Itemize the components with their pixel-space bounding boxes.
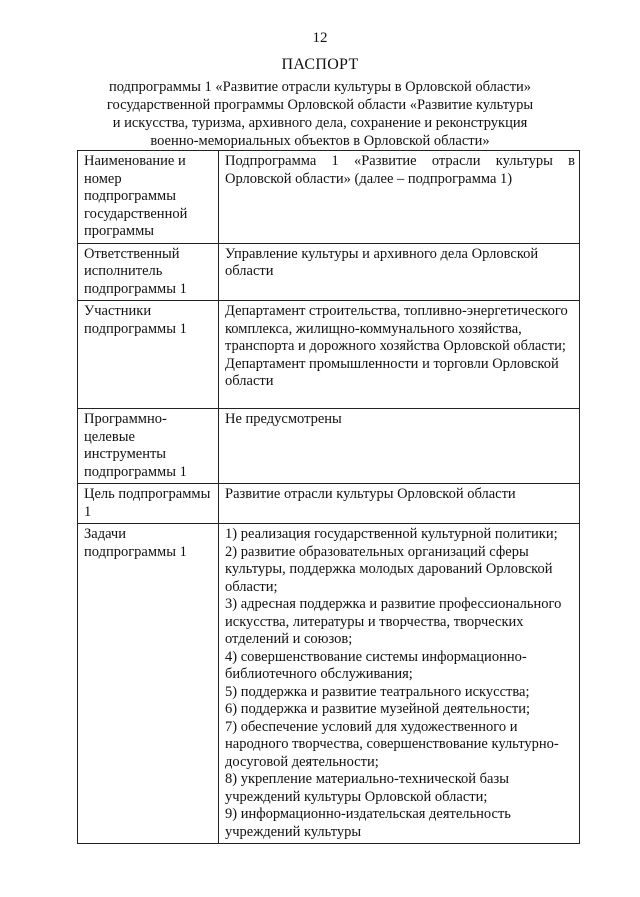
table-row [78, 301, 580, 409]
document-title: ПАСПОРТ [281, 56, 359, 73]
cell-line: Департамент строительства, топливно-энергетического комплекса, жилищно-коммунального хозяйства, транспорта и дорожного хозяйства Орловской области; [225, 303, 568, 354]
subtitle-line: и искусства, туризма, архивного дела, сохранение и реконструкция [112, 115, 528, 131]
table-row [78, 151, 580, 244]
row-value-tasks [219, 524, 580, 844]
row-value-instruments: Не предусмотрены [219, 409, 580, 484]
cell-line: Департамент промышленности и торговли Орловской области [225, 355, 559, 389]
table-row [78, 243, 580, 301]
row-label-tasks: Задачи подпрограммы 1 [78, 524, 219, 844]
row-label-executor: Ответственный исполнитель подпрограммы 1 [78, 243, 219, 301]
task-item: 9) информационно-издательская деятельность учреждений культуры [225, 806, 511, 840]
row-value-participants [219, 301, 580, 409]
task-item: 7) обеспечение условий для художественного и народного творчества, совершенствование культурно-досуговой деятельности; [225, 718, 559, 770]
table-row [78, 409, 580, 484]
row-value-name [219, 151, 580, 244]
row-value-executor: Управление культуры и архивного дела Орловской области [219, 243, 580, 301]
task-item: 8) укрепление материально-технической базы учреждений культуры Орловской области; [225, 771, 509, 805]
table-row [78, 484, 580, 524]
passport-table [77, 150, 580, 844]
task-item: 4) совершенствование системы информационно-библиотечного обслуживания; [225, 648, 527, 682]
task-item: 5) поддержка и развитие театрального искусства; [225, 683, 530, 700]
page-number: 12 [312, 30, 328, 46]
row-label-participants: Участники подпрограммы 1 [78, 301, 219, 409]
subtitle-line: подпрограммы 1 «Развитие отрасли культуры в Орловской области» [108, 79, 532, 95]
row-label-name: Наименование и номер подпрограммы государственной программы [78, 151, 219, 244]
row-label-instruments: Программно-целевые инструменты подпрограммы 1 [78, 409, 219, 484]
subtitle-line: военно-мемориальных объектов в Орловской области» [150, 133, 490, 149]
table-row [78, 524, 580, 844]
task-item: 6) поддержка и развитие музейной деятельности; [225, 701, 530, 717]
row-label-goal: Цель подпрограммы 1 [78, 484, 219, 524]
task-item: 2) развитие образовательных организаций сферы культуры, поддержка молодых дарований Орловской области; [225, 543, 553, 595]
task-item: 1) реализация государственной культурной политики; [225, 526, 558, 542]
document-subtitle [60, 78, 580, 150]
subtitle-line: государственной программы Орловской области «Развитие культуры [106, 97, 534, 113]
task-item: 3) адресная поддержка и развитие профессионального искусства, литературы и творчества, творческих отделений и союзов; [225, 596, 562, 647]
cell-line: Орловской области» (далее – подпрограмма 1) [225, 170, 513, 187]
row-value-goal: Развитие отрасли культуры Орловской области [219, 484, 580, 524]
cell-line: Подпрограмма 1 «Развитие отрасли культуры в [225, 153, 575, 169]
